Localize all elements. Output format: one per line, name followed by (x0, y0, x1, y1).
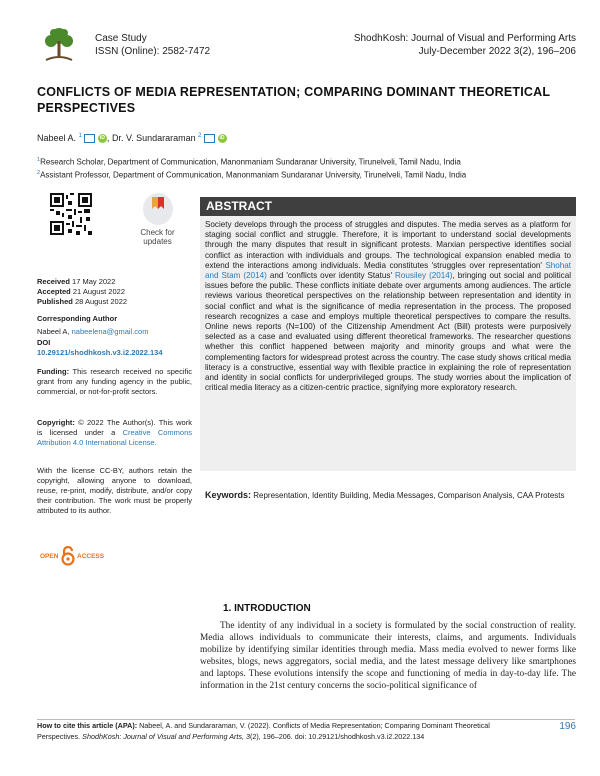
section-heading: 1. INTRODUCTION (223, 603, 311, 614)
citation-link[interactable]: Rousiley (2014) (395, 271, 453, 281)
doi-block (37, 338, 192, 358)
open-access-left: OPEN (40, 553, 59, 560)
copyright-label: Copyright: (37, 418, 75, 427)
footer-divider (37, 719, 575, 720)
header-left (95, 33, 210, 58)
intro-paragraph (200, 620, 576, 692)
qr-code-icon (50, 193, 92, 235)
author-list (37, 133, 227, 143)
copyright-text: © 2022 The Author(s). This work is licensed under a (37, 418, 192, 437)
intro-text: The identity of any individual in a society is formulated by the social construction of reality. Media allows individuals to communicate their interests, claims, and arguments. Individuals mobilize by identifying similar identities through media. Mass media evolved to newer forms like websites, blogs, news aggregators, social media, and the latest message delivery like smartphones and laptops. These evolutions intensify the scope and functioning of media in day-to-day life. The information in the 21st century concerns the socio-political significance of (200, 621, 576, 691)
article-type: Case Study (95, 33, 147, 44)
citation-text: Nabeel, A. and Sundararaman, V. (2022). Conflicts of Media Representation; Comparing Dominant Theoretical Perspectives. (37, 721, 490, 741)
page-number: 196 (559, 721, 576, 732)
email-icon[interactable] (84, 134, 95, 143)
accepted-label: Accepted (37, 287, 71, 296)
citation-tail: (2), 196–206. doi: 10.29121/shodhkosh.v3.i2.2022.134 (249, 731, 425, 741)
received-date: 17 May 2022 (72, 277, 116, 286)
received-label: Received (37, 277, 70, 286)
affiliation-text: Research Scholar, Department of Communication, Manonmaniam Sundaranar University, Tirunelveli, Tamil Nadu, India (40, 157, 461, 167)
abstract-heading-bar (200, 197, 576, 216)
corresponding-author-label: Corresponding Author (37, 314, 118, 323)
funding-statement (37, 367, 192, 397)
open-lock-icon (61, 546, 75, 566)
copyright-statement (37, 418, 192, 448)
doi-link[interactable]: 10.29121/shodhkosh.v3.i2.2022.134 (37, 348, 163, 357)
accepted-date: 21 August 2022 (72, 287, 125, 296)
journal-logo-icon (38, 24, 80, 66)
orcid-icon[interactable]: iD (219, 135, 225, 142)
citation-journal: ShodhKosh: Journal of Visual and Performing Arts, 3 (82, 731, 250, 741)
abstract-part: Society develops through the process of struggles and disputes. The media serves as a platform for staging social conflict and struggle. Therefore, it is important to understand social developments through the many disputes that result in significant protests. Marxian perspective identifies social conflict as interaction with individuals and groups. The technological expansion enabled media to extend the interactions among individuals. Media constitutes 'struggles over representation' (205, 220, 571, 270)
citation-label: How to cite this article (APA): (37, 721, 138, 730)
author-separator: , (106, 133, 112, 143)
journal-issue: July-December 2022 3(2), 196–206 (418, 45, 576, 57)
check-for-updates-line1: Check for (140, 228, 175, 237)
citation-link[interactable]: Shohat and Stam (2014) (205, 260, 571, 281)
abstract-part: , bringing out social and political issues before the public. These conflicts initiate debate over arguments among audiences. The article reviews various theoretical perspectives on the relationship between representation and identity in social conflict and what is the significance of media representation in the process. The proposed research recognizes a case and employs multiple theoretical perspectives to compare the results. Online news reports (N=100) of the Citizenship Amendment Act (Bill) protests were purposively selected as a case and evaluated using different theoretical frameworks. The researcher questions whether this conflict happened between majority and minority groups and what were the complementing factors for widespread protest across the country. The case study shows critical media literacy is a constructive, essential way with flexible practice in explaining the role of representation and identity in social conflicts for underprivileged groups. The study worries about the implication of critical media literacy as a citizen-centric practice, signifying more exploratory research. (205, 271, 572, 393)
author-name[interactable]: Nabeel A. (37, 133, 77, 143)
article-dates (37, 277, 192, 307)
page-title: CONFLICTS OF MEDIA REPRESENTATION; COMPARING DOMINANT THEORETICAL PERSPECTIVES (37, 85, 550, 115)
affiliation-marker: 2 (37, 170, 41, 176)
affiliation-marker: 1 (37, 157, 41, 163)
corresponding-author-name: Nabeel A, (37, 327, 70, 336)
published-date: 28 August 2022 (74, 297, 128, 306)
funding-label: Funding: (37, 367, 70, 376)
keywords-label: Keywords: (205, 490, 252, 500)
orcid-icon[interactable]: iD (99, 135, 105, 142)
issn: ISSN (Online): 2582-7472 (95, 45, 211, 57)
license-link[interactable]: Creative Commons Attribution 4.0 International License. (37, 428, 192, 447)
corresponding-author-email[interactable]: nabeelena@gmail.com (71, 327, 149, 336)
author-name[interactable]: Dr. V. Sundararaman (111, 133, 196, 143)
affiliation-marker: 1 (78, 133, 82, 139)
email-icon[interactable] (204, 134, 215, 143)
check-for-updates-button[interactable] (130, 193, 185, 253)
affiliation (37, 157, 461, 167)
keywords (205, 490, 575, 502)
bookmark-icon (143, 193, 173, 225)
published-label: Published (37, 297, 73, 306)
license-statement: With the license CC-BY, authors retain the copyright, allowing anyone to download, reuse, re-print, modify, distribute, and/or copy their contribution. The work must be properly attributed to its author. (37, 466, 192, 515)
affiliation-marker: 2 (198, 133, 202, 139)
affiliation (37, 170, 466, 180)
funding-text: This research received no specific grant from any funding agency in the public, commercial, or not-for-profit sectors. (37, 367, 192, 396)
doi-label: DOI (37, 338, 51, 347)
open-access-badge (40, 546, 120, 568)
citation-footer (37, 721, 532, 742)
header-right (354, 33, 576, 58)
open-access-right: ACCESS (77, 553, 105, 560)
abstract-text (205, 220, 571, 393)
corresponding-author (37, 314, 192, 337)
check-for-updates-line2: updates (143, 237, 172, 246)
keywords-text: Representation, Identity Building, Media Messages, Comparison Analysis, CAA Protests (253, 491, 565, 500)
abstract-heading: ABSTRACT (206, 199, 272, 213)
affiliation-text: Assistant Professor, Department of Communication, Manonmaniam Sundaranar University, Tirunelveli, Tamil Nadu, India (40, 170, 467, 180)
journal-name: ShodhKosh: Journal of Visual and Performing Arts (353, 33, 576, 44)
abstract-part: and 'conflicts over identity Status' (269, 271, 393, 281)
